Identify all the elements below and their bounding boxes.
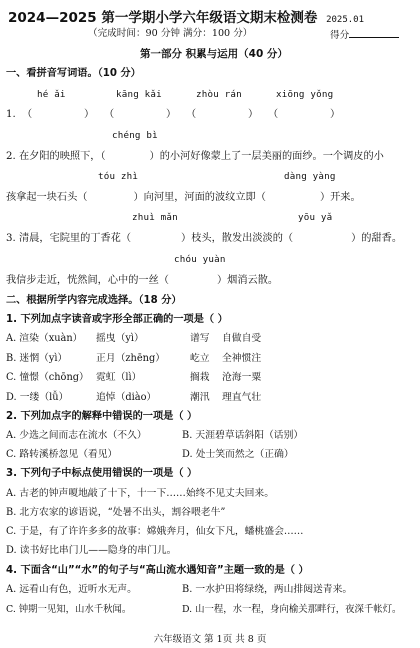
q3-stem: 3. 下列句子中标点使用错误的一项是（ ） xyxy=(6,468,198,479)
q1-b-1: B. 迷惘（yì） xyxy=(6,353,68,364)
section2-title: 二、根据所学内容完成选择。（18 分） xyxy=(6,295,182,306)
pinyin-youya: yōu yǎ xyxy=(298,212,333,223)
q1-a-1: A. 渲染（xuàn） xyxy=(6,333,83,344)
s1-line5 xyxy=(6,274,278,287)
answer-box-heai[interactable]: （ xyxy=(22,109,33,120)
q2-option-a[interactable]: A. 少选之间而志在流水（不久） xyxy=(6,430,147,441)
exam-title xyxy=(8,6,364,26)
q4-row-1 xyxy=(6,583,352,596)
q1-answer-row xyxy=(6,108,16,121)
pinyin-chengbi: chéng bì xyxy=(112,130,158,141)
s1-line5-b: ）烟消云散。 xyxy=(217,275,279,286)
answer-box-kangkai[interactable]: （ xyxy=(104,109,115,120)
paren-close: ） xyxy=(166,109,177,120)
q2-row-2 xyxy=(6,448,294,461)
q1-b-2: 正月（zhēng） xyxy=(96,353,166,364)
q1-d-3: 潮汛 xyxy=(190,392,210,403)
s1-line4-b: ）枝头，散发出淡淡的（ xyxy=(181,233,294,244)
pinyin-zhuiman: zhuì mǎn xyxy=(132,212,178,223)
pinyin-heai: hé ǎi xyxy=(37,89,66,100)
page-footer: 六年级语文 第 1页 共 8 页 xyxy=(153,634,267,645)
paren-close: ） xyxy=(84,109,95,120)
q3-option-d[interactable]: D. 读书好比串门儿——隐身的串门儿。 xyxy=(6,545,177,556)
s1-line4-c: ）的甜香。 xyxy=(351,233,403,244)
pinyin-chouyuan: chóu yuàn xyxy=(174,254,226,265)
exam-date: 2025.01 xyxy=(326,15,364,25)
q2-option-b[interactable]: B. 天涯碧草话斜阳（话别） xyxy=(182,430,304,441)
q1-option-d[interactable] xyxy=(6,391,261,404)
q1-option-a[interactable] xyxy=(6,332,261,345)
q1-c-4: 沧海一粟 xyxy=(222,372,262,383)
part1-title: 第一部分 积累与运用（40 分） xyxy=(140,48,288,60)
q2-row-1 xyxy=(6,429,303,442)
pinyin-kangkai: kāng kǎi xyxy=(116,89,162,100)
q1-c-2: 霓虹（lì） xyxy=(96,372,142,383)
pinyin-touzhi: tóu zhì xyxy=(98,171,139,182)
answer-box-xiongyong[interactable]: （ xyxy=(268,109,279,120)
q4-row-2 xyxy=(6,603,401,616)
answer-box-zhouran[interactable]: （ xyxy=(186,109,197,120)
s1-line3-a: 孩拿起一块石头（ xyxy=(6,192,88,203)
q1-option-c[interactable] xyxy=(6,371,261,384)
pinyin-zhouran: zhòu rán xyxy=(196,89,242,100)
score-blank xyxy=(349,27,399,38)
s1-line3-c: ）开来。 xyxy=(319,192,361,203)
section1-title: 一、看拼音写词语。（10 分） xyxy=(6,68,141,79)
q1-a-3: 谱写 xyxy=(190,333,210,344)
q1-b-3: 屹立 xyxy=(190,353,210,364)
q1-d-2: 追悼（diào） xyxy=(96,392,157,403)
q4-option-c[interactable]: C. 钟期一见知，山水千秋闻。 xyxy=(6,604,132,615)
pinyin-xiongyong: xiōng yǒng xyxy=(276,89,334,100)
q1-number: 1. xyxy=(6,109,16,120)
q1-option-b[interactable] xyxy=(6,352,261,365)
score-field xyxy=(330,27,399,42)
s1-line5-a: 我信步走近，恍然间，心中的一丝（ xyxy=(6,275,169,286)
s1-line2-a: 2. 在夕阳的映照下，（ xyxy=(6,151,106,162)
q1-a-4: 自做自受 xyxy=(222,333,262,344)
s1-line4-a: 3. 清晨，宅院里的丁香花（ xyxy=(6,233,132,244)
paren-close: ） xyxy=(330,109,341,120)
s1-line2 xyxy=(6,150,384,163)
q4-option-d[interactable]: D. 山一程，水一程，身向榆关那畔行，夜深千帐灯。 xyxy=(182,604,402,615)
q3-option-b[interactable]: B. 北方农家的谚语说，“处暑不出头，割谷喂老牛” xyxy=(6,507,226,518)
q2-option-c[interactable]: C. 路转溪桥忽见（看见） xyxy=(6,449,118,460)
s1-line3-b: ）向河里，河面的波纹立即（ xyxy=(133,192,266,203)
s1-line3 xyxy=(6,191,361,204)
q4-option-b[interactable]: B. 一水护田将绿绕，两山排闼送青来。 xyxy=(182,584,353,595)
paren-close: ） xyxy=(248,109,259,120)
q3-option-a[interactable]: A. 古老的钟声嗄地敲了十下，十一下……始终不见丈夫回来。 xyxy=(6,488,275,499)
q1-d-4: 理直气壮 xyxy=(222,392,262,403)
s1-line4 xyxy=(6,232,402,245)
q2-stem: 2. 下列加点字的解释中错误的一项是（ ） xyxy=(6,411,198,422)
q1-stem: 1. 下列加点字读音或字形全部正确的一项是（ ） xyxy=(6,314,228,325)
pinyin-dangyang: dàng yàng xyxy=(284,171,336,182)
q4-stem: 4. 下面含“山”“水”的句子与“高山流水遇知音”主题一致的是（ ） xyxy=(6,565,309,576)
q1-c-1: C. 憧憬（chōng） xyxy=(6,372,89,383)
score-label: 得分 xyxy=(330,30,350,41)
s1-line2-b: ）的小河好像蒙上了一层美丽的面纱。一个调皮的小 xyxy=(149,151,384,162)
exam-info: （完成时间：90 分钟 满分：100 分） xyxy=(88,28,253,39)
q4-option-a[interactable]: A. 远看山有色，近听水无声。 xyxy=(6,584,137,595)
q3-option-c[interactable]: C. 于是，有了许许多多的故事：嫦娥奔月，仙女下凡，蟠桃盛会…… xyxy=(6,526,304,537)
q2-option-d[interactable]: D. 处士笑而然之（正确） xyxy=(182,449,294,460)
q1-b-4: 全神惯注 xyxy=(222,353,262,364)
exam-title-text: 2024—2025 第一学期小学六年级语文期末检测卷 xyxy=(8,10,318,26)
q1-a-2: 摇曳（yì） xyxy=(96,333,144,344)
q1-c-3: 搁栽 xyxy=(190,372,210,383)
q1-d-1: D. 一缕（lǚ） xyxy=(6,392,69,403)
